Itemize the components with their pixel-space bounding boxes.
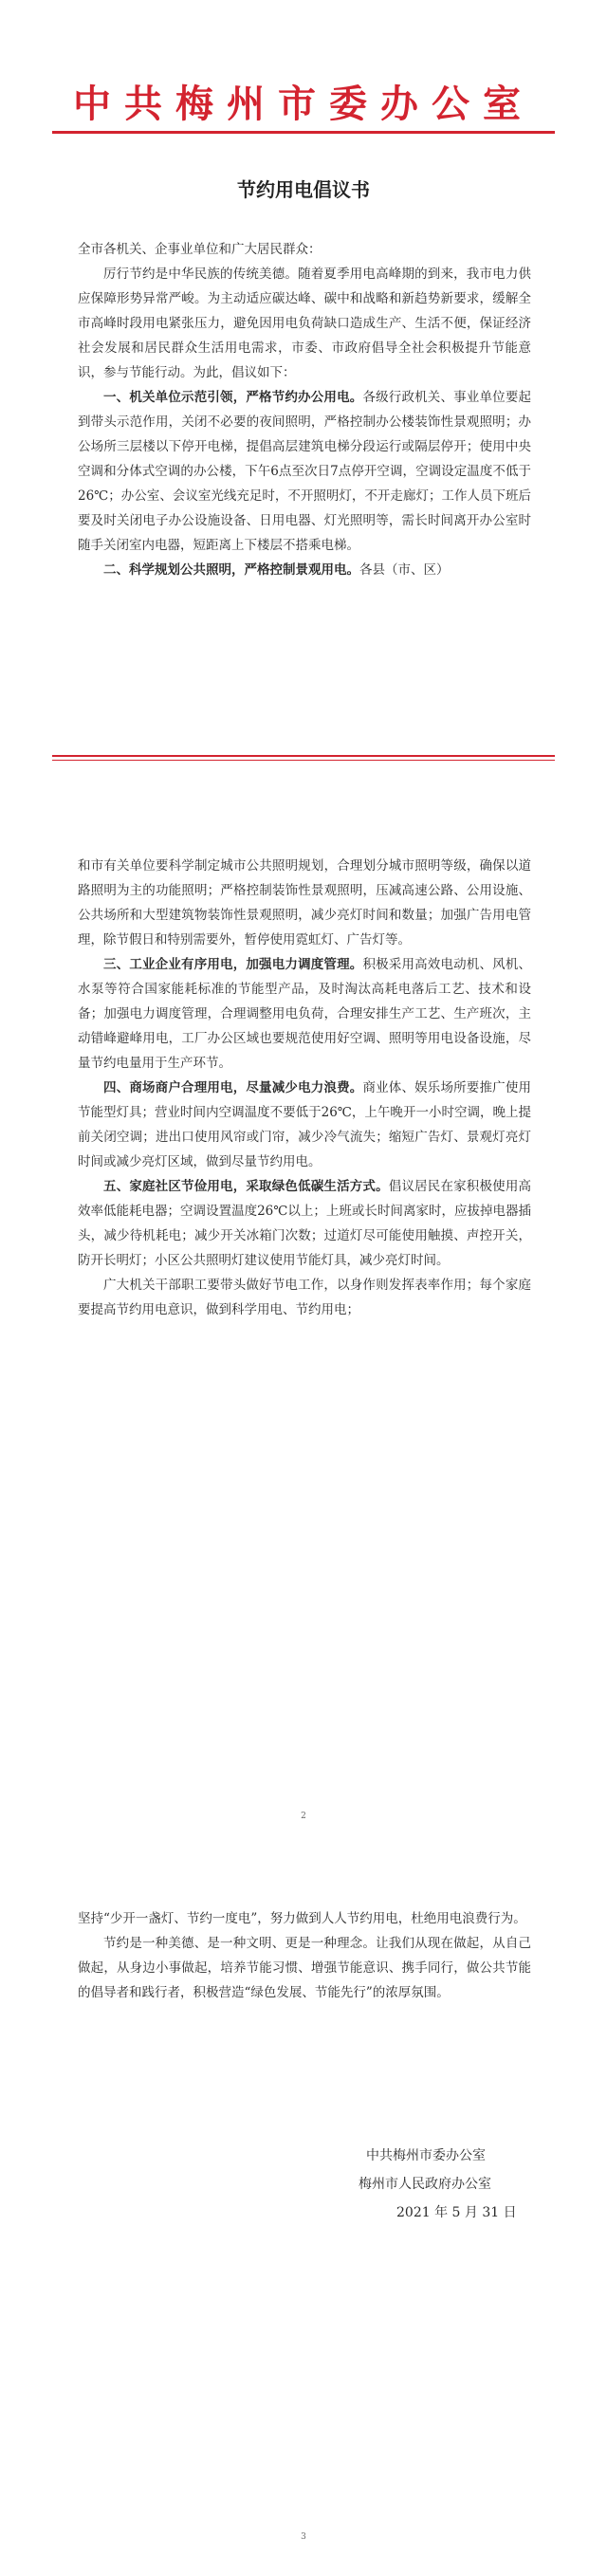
page-number-3: 3 [301, 2532, 306, 2542]
section-1-body: 各级行政机关、事业单位要起到带头示范作用，关闭不必要的夜间照明，严格控制办公楼装饰性景观照明；办公场所三层楼以下停开电梯，提倡高层建筑电梯分段运行或隔层停开；使用中央空调和分体式空调的办公楼，下午6点至次日7点停开空调，空调设定温度不低于26℃；办公室、会议室光线充足时，不开照明灯，不开走廊灯；工作人员下班后要及时关闭电子办公设施设备、日用电器、灯光照明等，需长时间离开办公室时随手关闭室内电器，短距离上下楼层不搭乘电梯。 [78, 390, 531, 553]
signature-org-2: 梅州市人民政府办公室 [359, 2177, 491, 2192]
section-2-start [78, 558, 531, 582]
footer-red-rule-thin [52, 760, 555, 761]
page-2 [0, 854, 607, 1868]
section-4 [78, 1076, 531, 1174]
header-red-rule [52, 131, 555, 134]
section-4-heading: 四、商场商户合理用电，尽量减少电力浪费。 [103, 1080, 363, 1095]
section-2-heading: 二、科学规划公共照明，严格控制景观用电。 [103, 562, 359, 578]
intro-paragraph: 厉行节约是中华民族的传统美德。随着夏季用电高峰期的到来，我市电力供应保障形势异常严峻。为主动适应碳达峰、碳中和战略和新趋势新要求，缓解全市高峰时段用电紧张压力，避免因用电负荷缺口造成生产、生活不便，保证经济社会发展和居民群众生活用电需求，市委、市政府倡导全社会积极提升节能意识，参与节能行动。为此，倡议如下： [78, 267, 531, 380]
signature-block [359, 2142, 517, 2227]
section-1 [78, 385, 531, 558]
page2-body [78, 854, 531, 1322]
section-2-body-cont: 和市有关单位要科学制定城市公共照明规划，合理划分城市照明等级，确保以道路照明为主的功能照明；严格控制装饰性景观照明，压减高速公路、公用设施、公共场所和大型建筑物装饰性景观照明，减少亮灯时间和数量；加强广告用电管理，除节假日和特别需要外，暂停使用霓虹灯、广告灯等。 [78, 858, 531, 948]
footer-red-rule [52, 755, 555, 757]
section-3-body: 积极采用高效电动机、风机、水泵等符合国家能耗标准的节能型产品，及时淘汰高耗电落后工艺、技术和设备；加强电力调度管理，合理调整用电负荷，合理安排生产工艺、生产班次，主动错峰避峰用电，工厂办公区域也要规范使用好空调、照明等用电设备设施，尽量节约电量用于生产环节。 [78, 957, 531, 1071]
closing-paragraph-cont: 坚持“少开一盏灯、节约一度电”，努力做到人人节约用电，杜绝用电浪费行为。 [78, 1911, 526, 1926]
signature-date: 2021 年 5 月 31 日 [396, 2205, 517, 2220]
salutation: 全市各机关、企事业单位和广大居民群众： [78, 242, 322, 257]
section-3 [78, 952, 531, 1076]
final-paragraph: 节约是一种美德、是一种文明、更是一种理念。让我们从现在做起，从自己做起，从身边小事做起，培养节能习惯、增强节能意识、携手同行，做公共节能的倡导者和践行者，积极营造“绿色发展、节能先行”的浓厚氛围。 [78, 1936, 531, 2000]
section-3-heading: 三、工业企业有序用电，加强电力调度管理。 [103, 957, 363, 972]
closing-paragraph-start: 广大机关干部职工要带头做好节电工作，以身作则发挥表率作用；每个家庭要提高节约用电意识，做到科学用电、节约用电； [78, 1278, 531, 1317]
document-title: 节约用电倡议书 [237, 178, 370, 201]
section-1-heading: 一、机关单位示范引领，严格节约办公用电。 [103, 390, 363, 405]
org-header-title: 中共梅州市委办公室 [73, 82, 534, 126]
page3-body [78, 1906, 531, 2005]
section-5 [78, 1174, 531, 1273]
page-1 [0, 0, 607, 787]
section-4-body: 商业体、娱乐场所要推广使用节能型灯具；营业时间内空调温度不要低于26℃，上午晚开一小时空调，晚上提前关闭空调；进出口使用风帘或门帘，减少冷气流失；缩短广告灯、景观灯亮灯时间或减少亮灯区域，做到尽量节约用电。 [78, 1080, 531, 1169]
signature-org-1: 中共梅州市委办公室 [366, 2148, 486, 2163]
page-3 [0, 1906, 607, 2576]
section-2-body-start: 各县（市、区） [359, 562, 450, 578]
section-5-body: 倡议居民在家积极使用高效率低能耗电器；空调设置温度26℃以上；上班或长时间离家时，应拔掉电器插头，减少待机耗电；减少开关冰箱门次数；过道灯尽可能使用触摸、声控开关，防开长明灯；小区公共照明灯建议使用节能灯具，减少亮灯时间。 [78, 1179, 531, 1268]
page-number-2: 2 [301, 1812, 306, 1821]
section-5-heading: 五、家庭社区节俭用电，采取绿色低碳生活方式。 [103, 1179, 389, 1194]
page1-body [78, 237, 531, 582]
